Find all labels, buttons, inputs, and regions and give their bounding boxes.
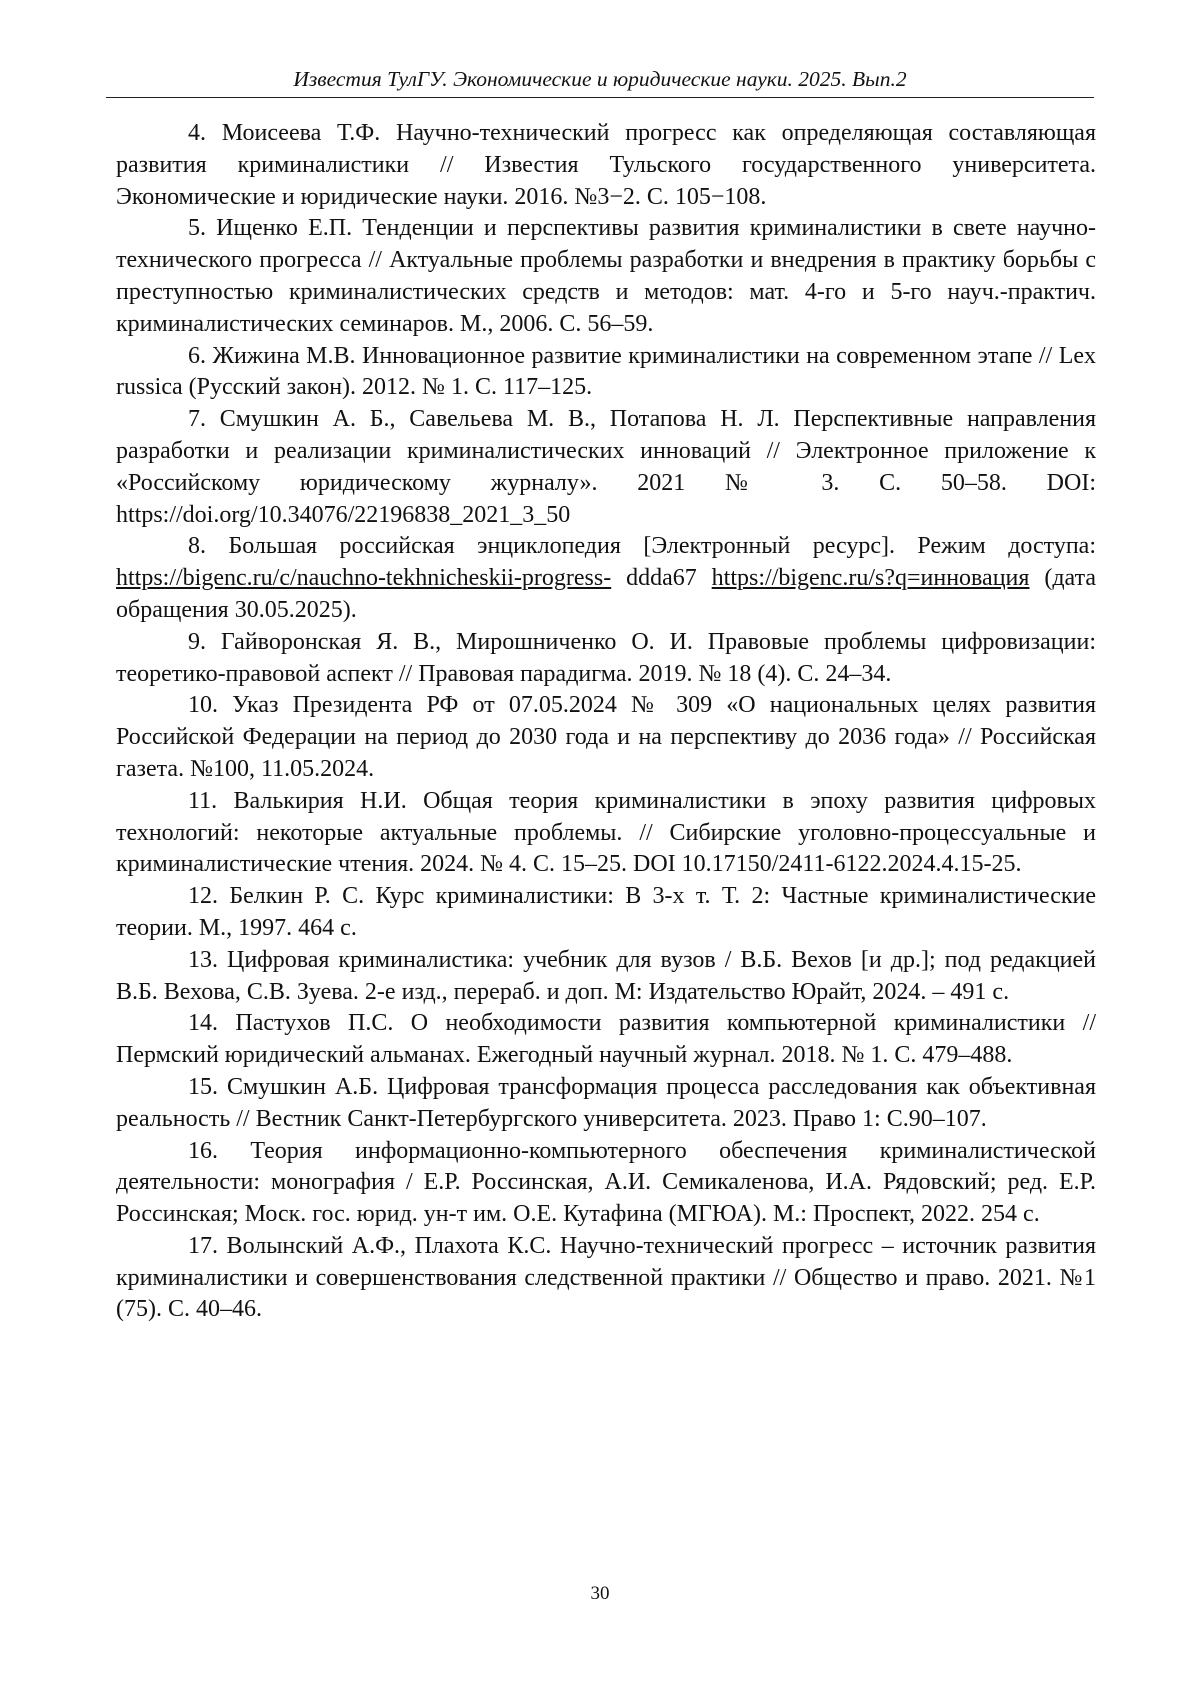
reference-item-10: 10. Указ Президента РФ от 07.05.2024 № 309 «О национальных целях развития Российской Федерации на период до 2030 года и на перспективу до 2036 года» // Российская газета. №100, 11.05.2024. [116, 690, 1096, 785]
running-header: Известия ТулГУ. Экономические и юридические науки. 2025. Вып.2 [108, 66, 1092, 92]
header-rule [106, 97, 1094, 98]
reference-list [116, 118, 1096, 1326]
reference-item-9: 9. Гайворонская Я. В., Мирошниченко О. И. Правовые проблемы цифровизации: теоретико-правовой аспект // Правовая парадигма. 2019. № 18 (4). С. 24–34. [116, 627, 1096, 691]
reference-8-text-before: 8. Большая российская энциклопедия [Электронный ресурс]. Режим доступа: [188, 533, 1096, 559]
reference-8-text-after: (дата обращения 30.05.2025). [116, 565, 1096, 623]
document-page [0, 0, 1200, 1697]
reference-item-7: 7. Смушкин А. Б., Савельева М. В., Потапова Н. Л. Перспективные направления разработки и реализации криминалистических инноваций // Электронное приложение к «Российскому юридическому журналу». 2021 № 3. С. 50–58. DOI: https://doi.org/10.34076/22196838_2021_3_50 [116, 404, 1096, 531]
reference-item-17: 17. Волынский А.Ф., Плахота К.С. Научно-технический прогресс – источник развития криминалистики и совершенствования следственной практики // Общество и право. 2021. №1 (75). С. 40–46. [116, 1231, 1096, 1326]
page-number: 30 [0, 1582, 1200, 1606]
bigenc-search-link[interactable]: https://bigenc.ru/s?q=инновация [712, 565, 1030, 591]
reference-item-11: 11. Валькирия Н.И. Общая теория криминалистики в эпоху развития цифровых технологий: некоторые актуальные проблемы. // Сибирские уголовно-процессуальные и криминалистические чтения. 2024. № 4. С. 15–25. DOI 10.17150/2411-6122.2024.4.15-25. [116, 786, 1096, 881]
reference-item-16: 16. Теория информационно-компьютерного обеспечения криминалистической деятельности: монография / Е.Р. Россинская, А.И. Семикаленова, И.А. Рядовский; ред. Е.Р. Россинская; Моск. гос. юрид. ун-т им. О.Е. Кутафина (МГЮА). М.: Проспект, 2022. 254 с. [116, 1136, 1096, 1231]
reference-item-8 [116, 531, 1096, 626]
reference-8-text-middle: ddda67 [611, 565, 711, 591]
bigenc-progress-link[interactable]: https://bigenc.ru/c/nauchno-tekhnicheskii-progress- [116, 565, 611, 591]
reference-item-5: 5. Ищенко Е.П. Тенденции и перспективы развития криминалистики в свете научно-технического прогресса // Актуальные проблемы разработки и внедрения в практику борьбы с преступностью криминалистических средств и методов: мат. 4-го и 5-го науч.-практич. криминалистических семинаров. М., 2006. С. 56–59. [116, 213, 1096, 340]
reference-item-4: 4. Моисеева Т.Ф. Научно-технический прогресс как определяющая составляющая развития криминалистики // Известия Тульского государственного университета. Экономические и юридические науки. 2016. №3−2. С. 105−108. [116, 118, 1096, 213]
reference-item-14: 14. Пастухов П.С. О необходимости развития компьютерной криминалистики // Пермский юридический альманах. Ежегодный научный журнал. 2018. № 1. С. 479–488. [116, 1008, 1096, 1072]
reference-item-12: 12. Белкин Р. С. Курс криминалистики: В 3-х т. Т. 2: Частные криминалистические теории. М., 1997. 464 с. [116, 881, 1096, 945]
reference-item-6: 6. Жижина М.В. Инновационное развитие криминалистики на современном этапе // Lex russica (Русский закон). 2012. № 1. С. 117–125. [116, 341, 1096, 405]
reference-item-13: 13. Цифровая криминалистика: учебник для вузов / В.Б. Вехов [и др.]; под редакцией В.Б. Вехова, С.В. Зуева. 2-е изд., перераб. и доп. М: Издательство Юрайт, 2024. – 491 с. [116, 945, 1096, 1009]
reference-item-15: 15. Смушкин А.Б. Цифровая трансформация процесса расследования как объективная реальность // Вестник Санкт-Петербургского университета. 2023. Право 1: С.90–107. [116, 1072, 1096, 1136]
